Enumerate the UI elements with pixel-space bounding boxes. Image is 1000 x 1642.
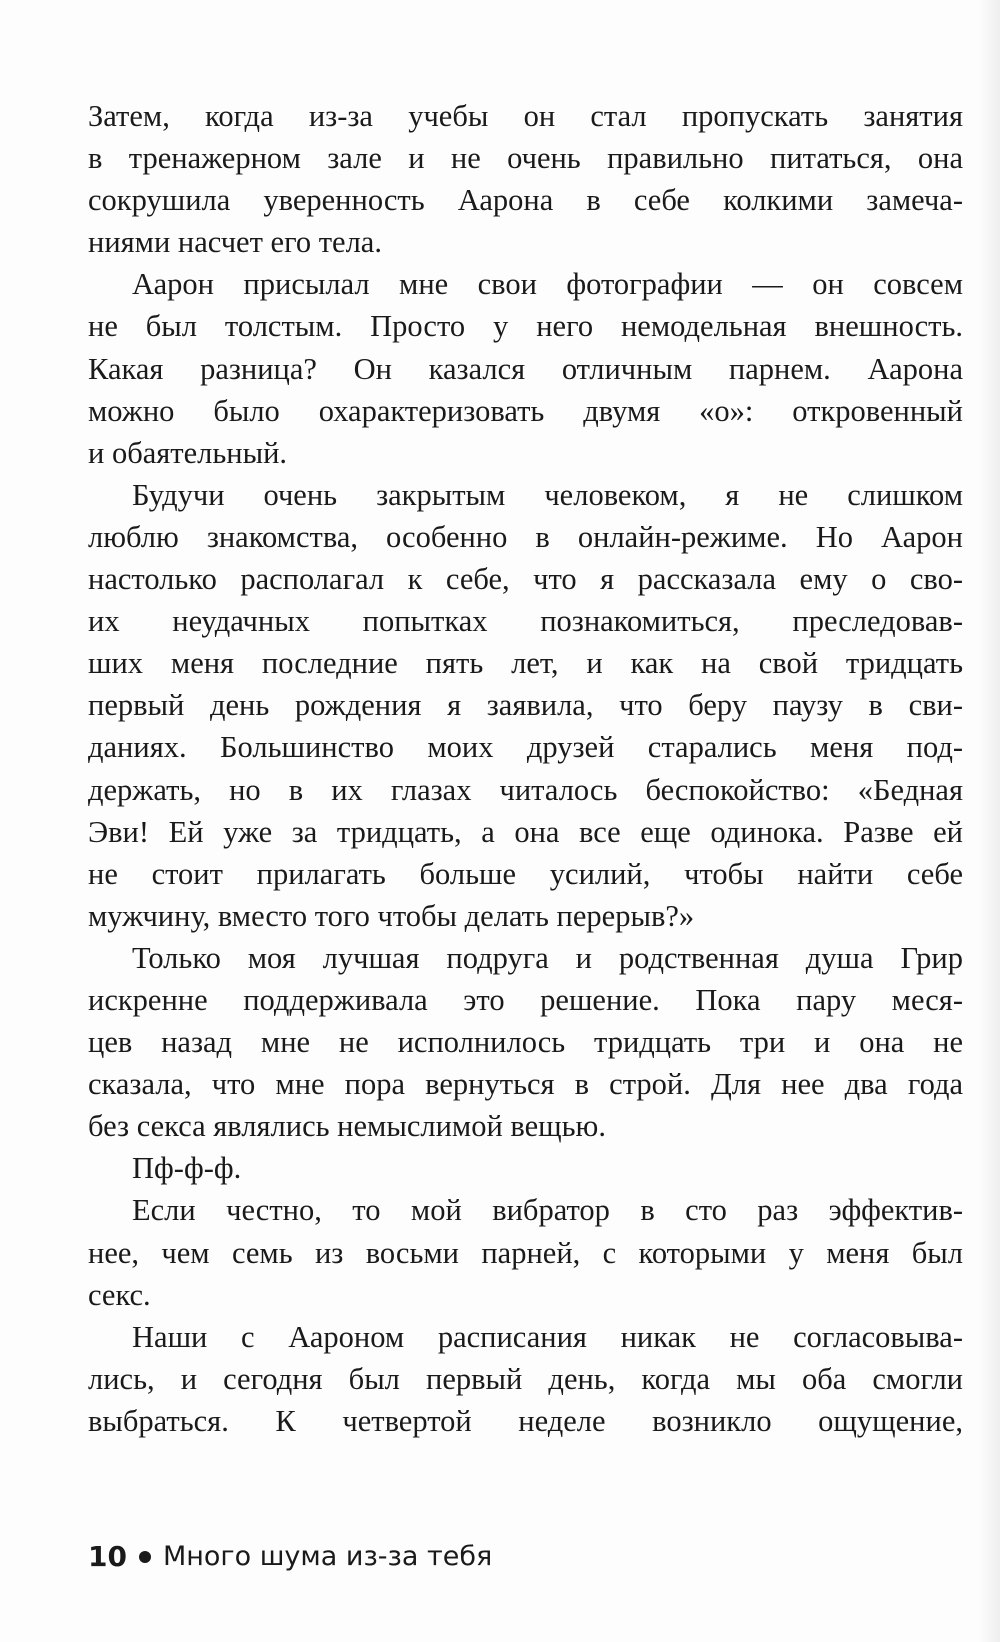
text-line: ниями насчет его тела. bbox=[88, 225, 382, 260]
text-line: ших меня последние пять лет, и как на свой тридцать bbox=[88, 646, 963, 681]
text-line: не стоит прилагать больше усилий, чтобы найти себе bbox=[88, 856, 963, 891]
text-line: их неудачных попытках познакомиться, преследовав- bbox=[88, 604, 963, 639]
text-line: сокрушила уверенность Аарона в себе колкими замеча- bbox=[88, 183, 963, 218]
text-line: цев назад мне не исполнилось тридцать три и она не bbox=[88, 1025, 963, 1060]
text-line: без секса являлись немыслимой вещью. bbox=[88, 1109, 606, 1144]
text-line: настолько располагал к себе, что я рассказала ему о сво- bbox=[88, 562, 963, 597]
text-line: Какая разница? Он казался отличным парнем. Аарона bbox=[88, 351, 963, 386]
text-line: и обаятельный. bbox=[88, 435, 288, 470]
text-line: первый день рождения я заявила, что беру паузу в сви- bbox=[88, 688, 963, 723]
text-line: люблю знакомства, особенно в онлайн-режиме. Но Аарон bbox=[88, 519, 963, 554]
text-line: Аарон присылал мне свои фотографии — он совсем bbox=[132, 267, 963, 302]
text-line: нее, чем семь из восьми парней, с которыми у меня был bbox=[88, 1235, 963, 1270]
text-line: мужчину, вместо того чтобы делать перерыв?» bbox=[88, 898, 695, 933]
text-line: Только моя лучшая подруга и родственная душа Грир bbox=[132, 940, 963, 975]
text-line: не был толстым. Просто у него немодельная внешность. bbox=[88, 309, 963, 344]
body-text bbox=[88, 95, 963, 1442]
text-line: Если честно, то мой вибратор в сто раз эффектив- bbox=[132, 1193, 963, 1228]
text-line: Наши с Аароном расписания никак не согласовыва- bbox=[132, 1319, 963, 1354]
text-line: выбраться. К четвертой неделе возникло ощущение, bbox=[88, 1403, 963, 1438]
text-line: держать, но в их глазах читалось беспокойство: «Бедная bbox=[88, 772, 963, 807]
page-edge-shadow bbox=[978, 0, 1000, 1642]
text-line: Затем, когда из-за учебы он стал пропускать занятия bbox=[88, 99, 963, 133]
text-line: можно было охарактеризовать двумя «о»: откровенный bbox=[88, 393, 963, 428]
text-line: сказала, что мне пора вернуться в строй. Для нее два года bbox=[88, 1067, 963, 1102]
running-title: Много шума из-за тебя bbox=[162, 1541, 493, 1572]
page-number: 10 bbox=[88, 1540, 127, 1573]
text-line: Пф-ф-ф. bbox=[132, 1151, 242, 1186]
text-line: секс. bbox=[88, 1277, 151, 1312]
text-line: лись, и сегодня был первый день, когда мы оба смогли bbox=[88, 1361, 963, 1396]
page-footer bbox=[88, 1540, 492, 1573]
text-line: даниях. Большинство моих друзей старались меня под- bbox=[88, 730, 963, 765]
text-line: Будучи очень закрытым человеком, я не слишком bbox=[132, 477, 963, 512]
text-line: в тренажерном зале и не очень правильно питаться, она bbox=[88, 141, 963, 176]
bullet-separator-icon bbox=[139, 1551, 151, 1563]
text-line: искренне поддерживала это решение. Пока пару меся- bbox=[88, 982, 963, 1017]
text-line: Эви! Ей уже за тридцать, а она все еще одинока. Разве ей bbox=[88, 814, 963, 849]
